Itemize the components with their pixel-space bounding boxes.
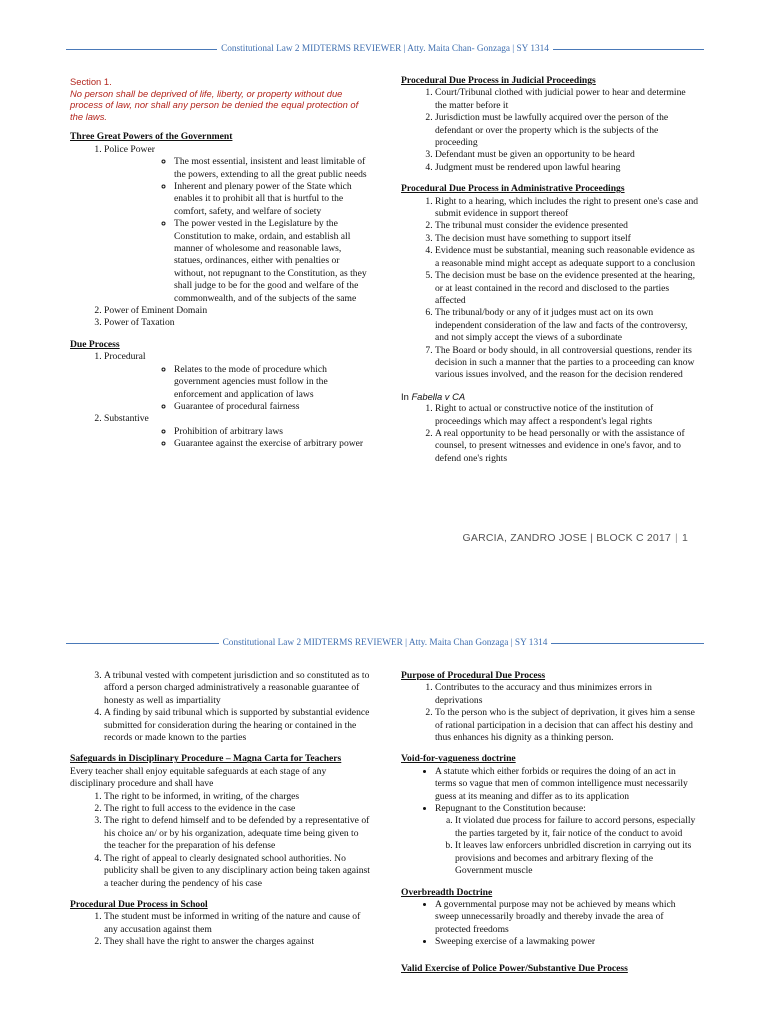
list-item: 7. The Board or body should, in all controversial questions, render its decision in such a manner that the parties to a proceeding can know various issues involved, and the reason for the decision rendered [435,345,699,382]
list-item: 1. Contributes to the accuracy and thus minimizes errors in deprivations [435,682,699,707]
list-item: ◦ The power vested in the Legislature by the Constitution to make, ordain, and establish all manner of wholesome and reasonable laws, statues, ordinances, either with penalties or without, not repugnant to the Constitution, as they shall judge to be for the good and welfare of the commonwealth, and of the subjects of the same [174,218,370,305]
section-text: No person shall be deprived of life, liberty, or property without due process of law, nor shall any person be denied the equal protection of the laws. [70,87,359,122]
list-item: 2. Jurisdiction must be lawfully acquired over the person of the defendant or over the property which is the subjects of the proceeding [435,112,699,149]
admin-list [401,196,699,382]
vagueness-reasons [435,815,699,877]
list-item: 1. The right to be informed, in writing, of the charges [104,791,370,803]
list-item: 1. The student must be informed in writing of the nature and cause of any accusation against them [104,911,370,936]
list-item: ◦ The most essential, insistent and least limitable of the powers, extending to all the great public needs [174,156,370,181]
overbreadth-bullets [401,899,699,949]
list-item: ◦ Inherent and plenary power of the State which enables it to prohibit all that is hurtful to the comfort, safety, and welfare of society [174,181,370,218]
fabella-line: In Fabella v CA [401,390,466,402]
list-item: 3. Defendant must be given an opportunity to be heard [435,149,699,161]
list-item: 2. They shall have the right to answer the charges against [104,936,370,948]
judicial-list [401,87,699,174]
header-rule-left [66,49,217,50]
page1-header [66,42,704,56]
school-list [70,911,370,948]
admin-heading: Procedural Due Process in Administrative Proceedings [401,183,625,195]
list-item: 2. A real opportunity to be head personally or with the assistance of counsel, to present witnesses and evidence in one's favor, and to defend one's rights [435,428,699,465]
list-item: 2. To the person who is the subject of deprivation, it gives him a sense of rational participation in a decision that can affect his destiny and thus enhances his dignity as a thinking person. [435,707,699,744]
list-item: 3. A tribunal vested with competent jurisdiction and so constituted as to afford a person charged administratively a reasonable guarantee of honesty as well as impartiality [104,670,370,707]
list-item: 4. The right of appeal to clearly designated school authorities. No publicity shall be given to any disciplinary action being taken against a teacher during the pendency of his case [104,853,370,890]
header-rule-right [553,49,704,50]
page-number: 1 [681,532,688,544]
continued-list [70,670,370,744]
powers-heading: Three Great Powers of the Government [70,131,233,143]
magna-list [70,791,370,890]
list-item: 4. Judgment must be rendered upon lawful hearing [435,162,699,174]
footer-divider: | [675,532,678,544]
list-item: • Sweeping exercise of a lawmaking power [435,936,699,948]
list-item: ◦ Prohibition of arbitrary laws [174,426,370,438]
list-item: 2. Substantive ◦ Prohibition of arbitrary laws ◦ Guarantee against the exercise of arbitrary power [104,413,370,450]
page1-left-column [70,76,370,451]
header-title: Constitutional Law 2 MIDTERMS REVIEWER | Atty. Maita Chan- Gonzaga | SY 1314 [221,44,549,54]
list-item: 5. The decision must be base on the evidence presented at the hearing, or at least contained in the record and disclosed to the parties affected [435,270,699,307]
list-item: a. It violated due process for failure to accord persons, especially the parties targeted by it, fair notice of the conduct to avoid [455,815,699,840]
list-item: 3. The decision must have something to support itself [435,233,699,245]
list-item: ◦ Relates to the mode of procedure which government agencies must follow in the enforcement and application of laws [174,364,370,401]
list-item: ◦ Guarantee against the exercise of arbitrary power [174,438,370,450]
overbreadth-heading: Overbreadth Doctrine [401,886,493,898]
judicial-heading: Procedural Due Process in Judicial Proceedings [401,75,596,86]
page1-right-column [401,75,699,465]
header-rule-left [66,643,219,644]
valid-police-power-heading: Valid Exercise of Police Power/Substantive Due Process [401,962,628,974]
section-label: Section 1. [70,76,112,87]
due-process-list [70,351,370,450]
list-item: • Repugnant to the Constitution because: a. It violated due process for failure to accord persons, especially the parties targeted by it, fair notice of the conduct to avoid b. It leaves law enforcers unbridled discretion in carrying out its provisions and becomes and arbitrary flexing of the Government muscle [435,803,699,877]
vagueness-bullets [401,766,699,878]
list-item: 1. Court/Tribunal clothed with judicial power to hear and determine the matter before it [435,87,699,112]
page2-right-column [401,670,699,975]
list-item: • A statute which either forbids or requires the doing of an act in terms so vague that men of common intelligence must necessarily guess at its meaning and differ as to its application [435,766,699,803]
procedural-bullets [104,364,370,414]
vagueness-heading: Void-for-vagueness doctrine [401,753,516,765]
header-rule-right [551,643,704,644]
list-item: 1. Police Power ◦ The most essential, insistent and least limitable of the powers, extending to all the great public needs ◦ Inherent and plenary power of the State which enables it to prohibit all that is hurtful to the comfort, safety, and welfare of society ◦ The power vested in the Legislature by the Constitution to make, ordain, and establish all manner of wholesome and reasonable laws, statues, ordinances, either with penalties or without, not repugnant to the Constitution, as they shall judge to be for the good and welfare of the commonwealth, and of the subjects of the same [104,144,370,305]
list-item: b. It leaves law enforcers unbridled discretion in carrying out its provisions and becomes and arbitrary flexing of the Government muscle [455,840,699,877]
powers-list [70,144,370,330]
list-item: 2. The tribunal must consider the evidence presented [435,220,699,232]
list-item: 4. Evidence must be substantial, meaning such reasonable evidence as a reasonable mind might accept as adequate support to a conclusion [435,245,699,270]
page2-left-column [70,670,370,949]
due-process-heading: Due Process [70,338,120,350]
substantive-bullets [104,426,370,451]
list-item: 4. A finding by said tribunal which is supported by substantial evidence submitted for consideration during the hearing or contained in the records or made known to the parties [104,707,370,744]
magna-heading: Safeguards in Disciplinary Procedure – Magna Carta for Teachers [70,753,342,765]
fabella-case: Fabella v CA [411,390,466,402]
list-item: 3. Power of Taxation [104,317,370,329]
page2-header [66,636,704,650]
list-item: ◦ Guarantee of procedural fairness [174,401,370,413]
fabella-list [401,403,699,465]
list-item: 6. The tribunal/body or any of it judges must act on its own independent consideration of the law and facts of the controversy, and not simply accept the views of a subordinate [435,307,699,344]
list-item: 1. Right to actual or constructive notice of the institution of proceedings which may affect a respondent's legal rights [435,403,699,428]
purpose-list [401,682,699,744]
list-item: 3. The right to defend himself and to be defended by a representative of his choice an/ or by his organization, adequate time being given to the teacher for the preparation of his defense [104,815,370,852]
list-item: 2. The right to full access to the evidence in the case [104,803,370,815]
footer-name: GARCIA, ZANDRO JOSE | BLOCK C 2017 [462,532,672,544]
page1-footer [463,532,688,544]
list-item: • A governmental purpose may not be achieved by means which sweep unnecessarily broadly and thereby invade the area of protected freedoms [435,899,699,936]
school-heading: Procedural Due Process in School [70,898,208,910]
purpose-heading: Purpose of Procedural Due Process [401,670,546,681]
magna-intro: Every teacher shall enjoy equitable safeguards at each stage of any disciplinary procedure and shall have [70,765,327,790]
list-item: 1. Procedural ◦ Relates to the mode of procedure which government agencies must follow in the enforcement and application of laws ◦ Guarantee of procedural fairness [104,351,370,413]
police-bullets [104,156,370,305]
list-item: 1. Right to a hearing, which includes the right to present one's case and submit evidence in support thereof [435,196,699,221]
header-title: Constitutional Law 2 MIDTERMS REVIEWER | Atty. Maita Chan Gonzaga | SY 1314 [222,638,548,648]
list-item: 2. Power of Eminent Domain [104,305,370,317]
